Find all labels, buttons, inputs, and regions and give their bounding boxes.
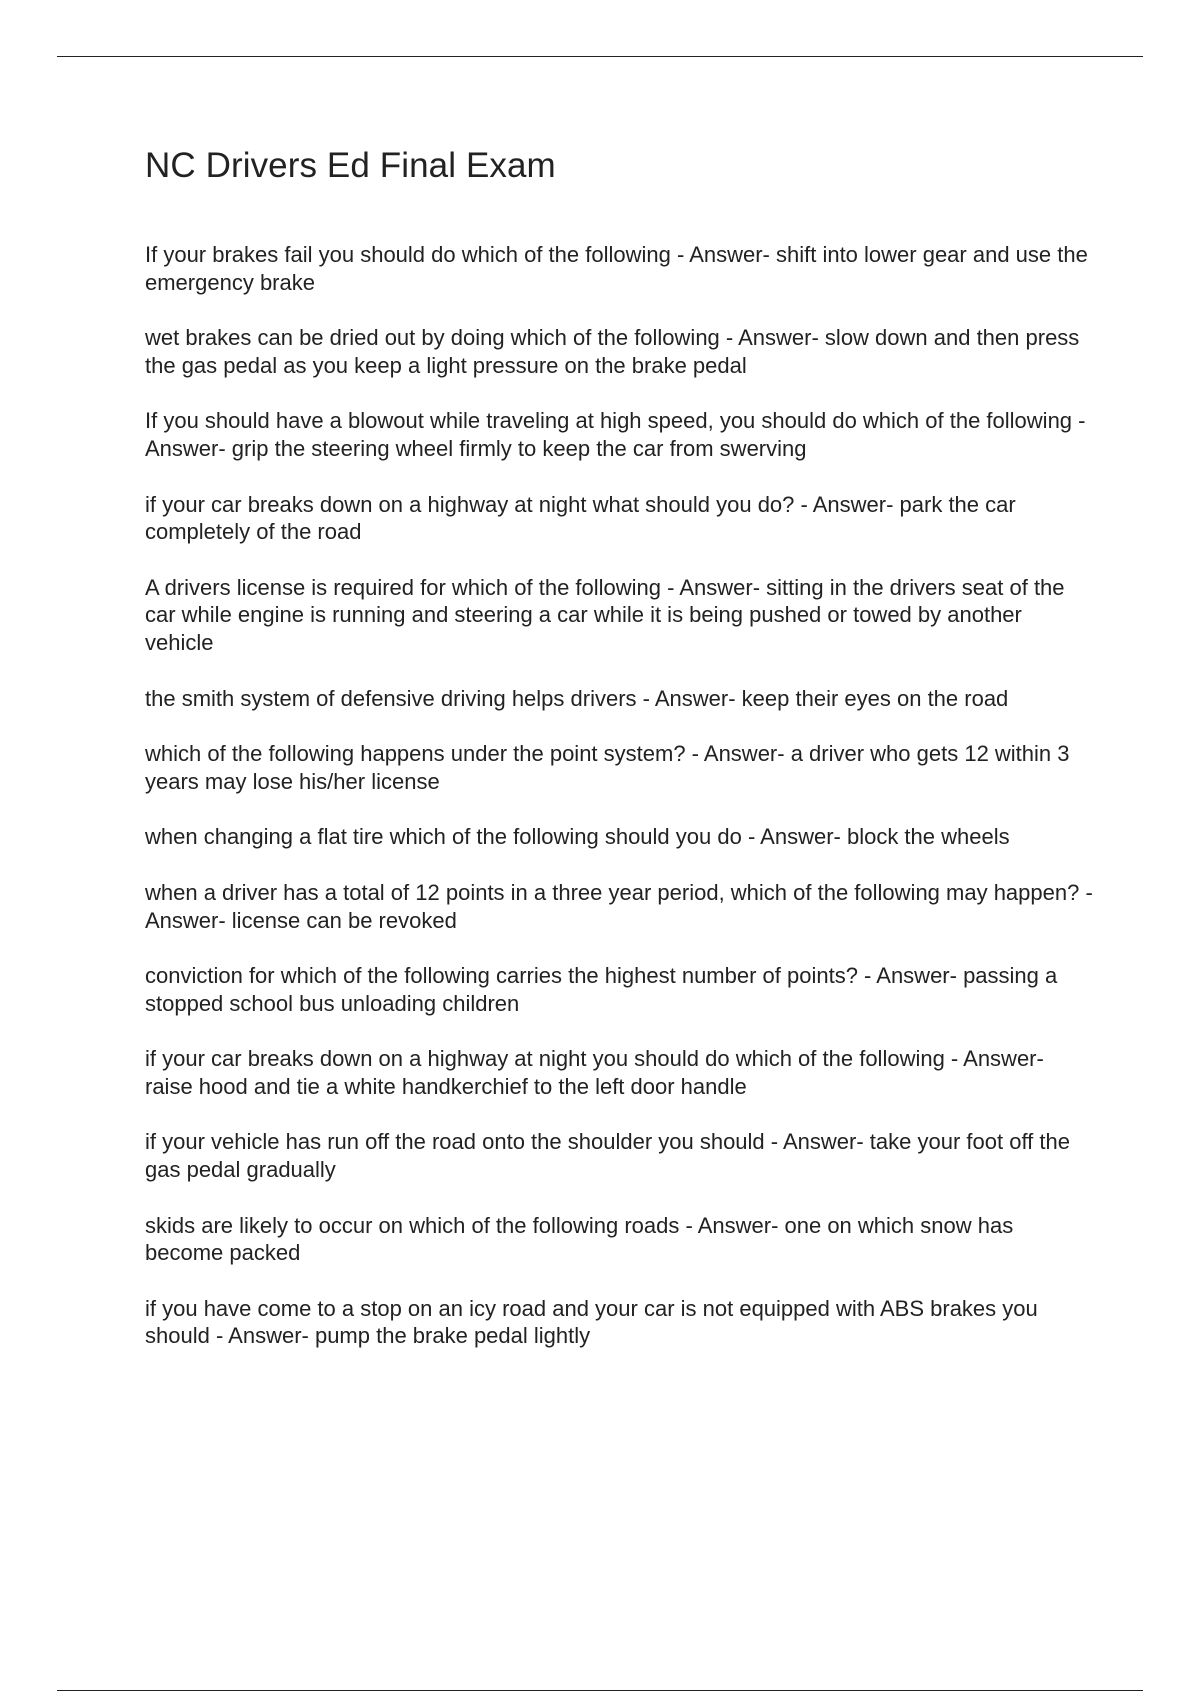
footer-rule (57, 1690, 1143, 1691)
qa-item: if your vehicle has run off the road onto the shoulder you should - Answer- take your foot off the gas pedal gradually (145, 1129, 1070, 1183)
qa-item: skids are likely to occur on which of the following roads - Answer- one on which snow has become packed (145, 1212, 1014, 1266)
qa-list (145, 241, 1095, 1350)
qa-item: when a driver has a total of 12 points in a three year period, which of the following may happen? - Answer- license can be revoked (145, 879, 1093, 933)
qa-item: if your car breaks down on a highway at night what should you do? - Answer- park the car completely of the road (145, 491, 1016, 545)
document-title: NC Drivers Ed Final Exam (145, 146, 556, 185)
qa-item: A drivers license is required for which of the following - Answer- sitting in the drivers seat of the car while engine is running and steering a car while it is being pushed or towed by another vehicle (145, 574, 1065, 655)
qa-item: If your brakes fail you should do which of the following - Answer- shift into lower gear and use the emergency brake (145, 242, 1088, 295)
qa-item: conviction for which of the following carries the highest number of points? - Answer- passing a stopped school bus unloading children (145, 963, 1058, 1016)
header-rule (57, 56, 1143, 57)
qa-item: the smith system of defensive driving helps drivers - Answer- keep their eyes on the road (145, 685, 1009, 711)
qa-item: wet brakes can be dried out by doing which of the following - Answer- slow down and then press the gas pedal as you keep a light pressure on the brake pedal (145, 325, 1080, 378)
document-body (145, 142, 1095, 1378)
qa-item: which of the following happens under the point system? - Answer- a driver who gets 12 within 3 years may lose his/her license (145, 741, 1070, 794)
qa-item: if your car breaks down on a highway at night you should do which of the following - Answer- raise hood and tie a white handkerchief to the left door handle (145, 1046, 1044, 1099)
qa-item: If you should have a blowout while traveling at high speed, you should do which of the following - Answer- grip the steering wheel firmly to keep the car from swerving (145, 408, 1086, 461)
qa-item: if you have come to a stop on an icy road and your car is not equipped with ABS brakes you should - Answer- pump the brake pedal lightly (145, 1295, 1038, 1349)
qa-item: when changing a flat tire which of the following should you do - Answer- block the wheels (145, 824, 1010, 850)
